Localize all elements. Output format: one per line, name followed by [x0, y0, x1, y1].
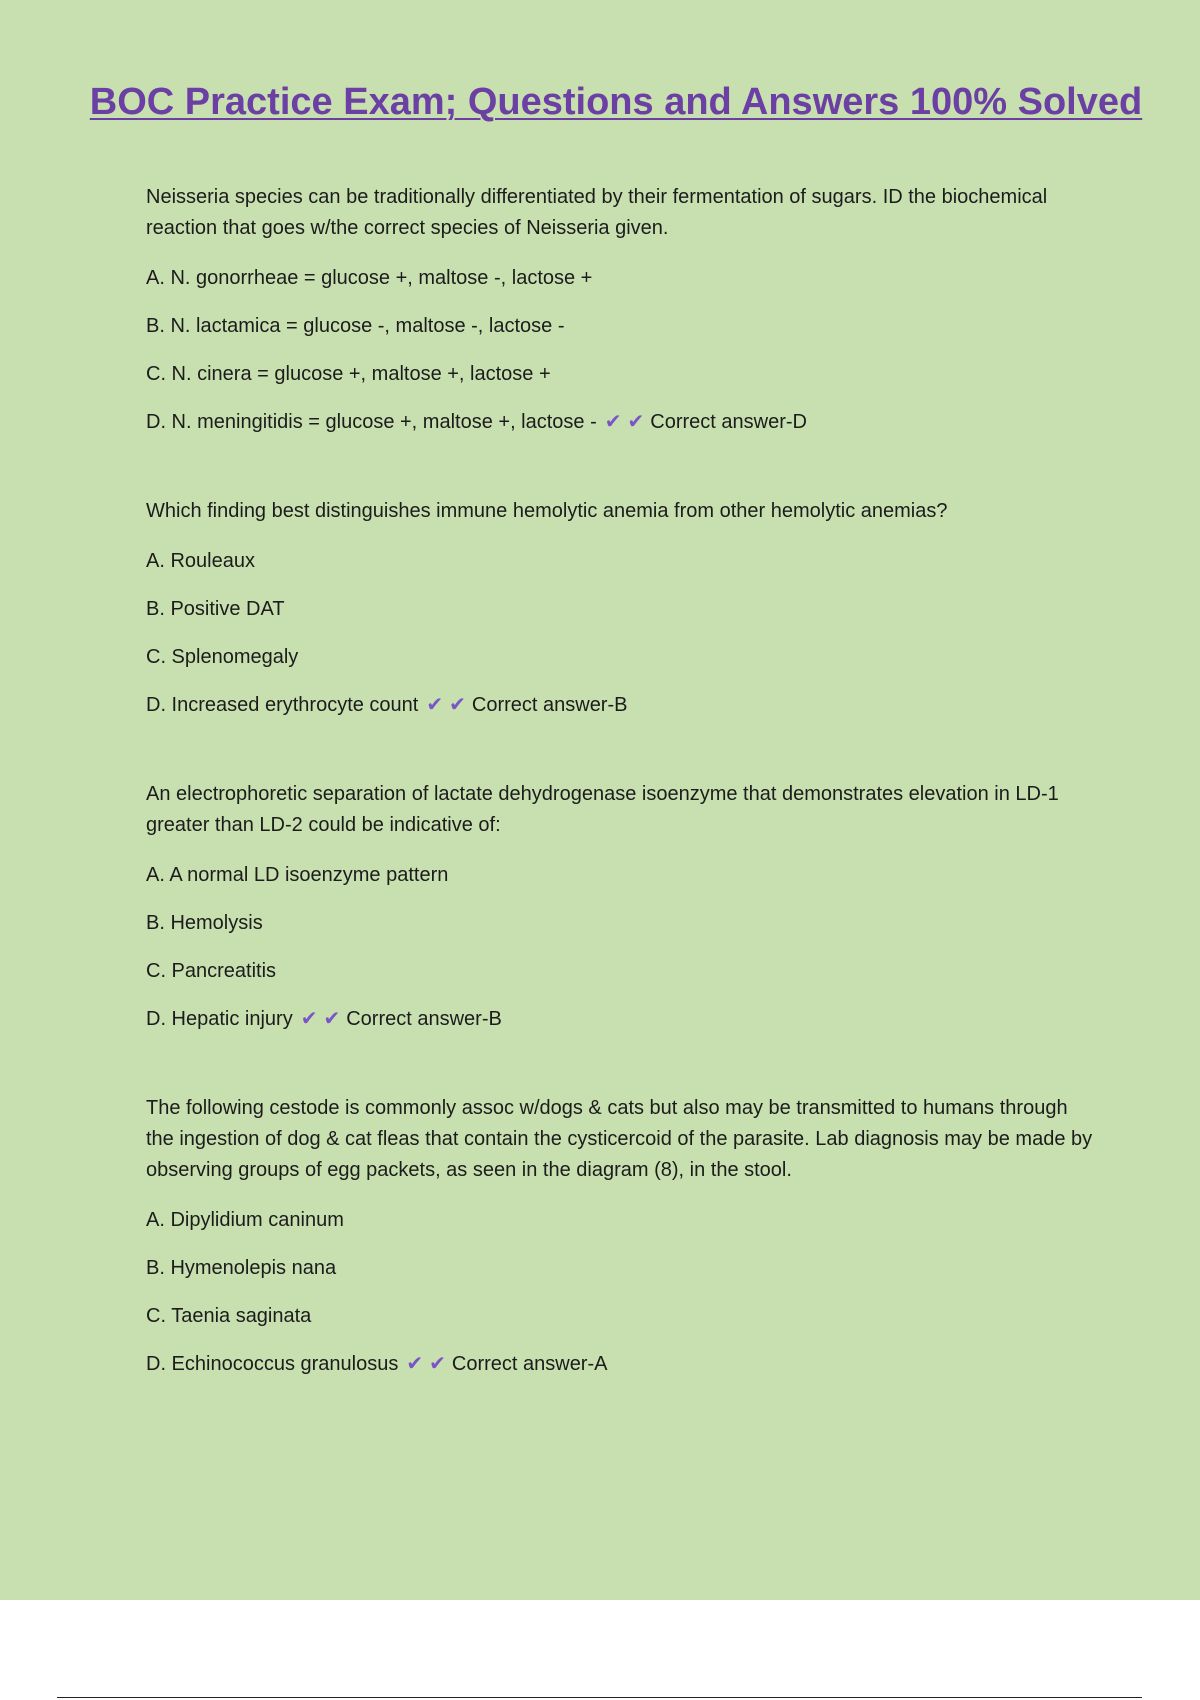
option-d — [146, 1006, 1096, 1033]
option-c: C. Splenomegaly — [146, 646, 299, 668]
option-d — [146, 1351, 1096, 1378]
option-d-text: D. N. meningitidis = glucose +, maltose +, lactose - — [146, 411, 597, 433]
option-b: B. Hymenolepis nana — [146, 1257, 337, 1279]
option-b: B. N. lactamica = glucose -, maltose -, lactose - — [146, 315, 565, 337]
options-list — [146, 265, 1096, 436]
question-text: An electrophoretic separation of lactate dehydrogenase isoenzyme that demonstrates elevation in LD-1 greater than LD-2 could be indicative of: — [146, 783, 1059, 836]
option-a: A. N. gonorrheae = glucose +, maltose -, lactose + — [146, 267, 593, 289]
question-text: Which finding best distinguishes immune hemolytic anemia from other hemolytic anemias? — [146, 500, 948, 522]
option-a: A. Dipylidium caninum — [146, 1209, 344, 1231]
option-c: C. Pancreatitis — [146, 960, 277, 982]
check-mark-icon: ✔✔ — [604, 411, 651, 433]
options-list — [146, 862, 1096, 1033]
correct-answer: Correct answer-D — [650, 411, 807, 433]
correct-answer: Correct answer-B — [471, 694, 628, 716]
questions-list — [146, 182, 1096, 1438]
question-block — [146, 779, 1096, 1033]
question-block — [146, 496, 1096, 719]
option-a: A. A normal LD isoenzyme pattern — [146, 864, 449, 886]
correct-answer: Correct answer-B — [346, 1008, 502, 1030]
question-text: The following cestode is commonly assoc w/dogs & cats but also may be transmitted to humans through the ingestion of dog & cat fleas that contain the cysticercoid of the parasite. Lab diagnosis may be made by observing groups of egg packets, as seen in the diagram (8), in the stool. — [146, 1097, 1093, 1181]
option-b: B. Positive DAT — [146, 598, 285, 620]
options-list — [146, 1207, 1096, 1378]
footer-divider — [57, 1697, 1142, 1698]
option-d-text: D. Echinococcus granulosus — [146, 1353, 399, 1375]
options-list — [146, 548, 1096, 719]
option-c: C. Taenia saginata — [146, 1305, 312, 1327]
option-d — [146, 409, 1096, 436]
option-a: A. Rouleaux — [146, 550, 255, 572]
question-block — [146, 182, 1096, 436]
question-block — [146, 1093, 1096, 1378]
check-mark-icon: ✔✔ — [426, 694, 472, 716]
option-d-text: D. Increased erythrocyte count — [146, 694, 419, 716]
question-text: Neisseria species can be traditionally differentiated by their fermentation of sugars. ID the biochemical reaction that goes w/the correct species of Neisseria given. — [146, 186, 1048, 239]
document-title: BOC Practice Exam; Questions and Answers 100% Solved — [89, 81, 1143, 123]
check-mark-icon: ✔✔ — [406, 1353, 452, 1375]
option-b: B. Hemolysis — [146, 912, 263, 934]
check-mark-icon: ✔✔ — [300, 1008, 347, 1030]
correct-answer: Correct answer-A — [451, 1353, 608, 1375]
option-d — [146, 692, 1096, 719]
option-c: C. N. cinera = glucose +, maltose +, lactose + — [146, 363, 551, 385]
option-d-text: D. Hepatic injury — [146, 1008, 293, 1030]
